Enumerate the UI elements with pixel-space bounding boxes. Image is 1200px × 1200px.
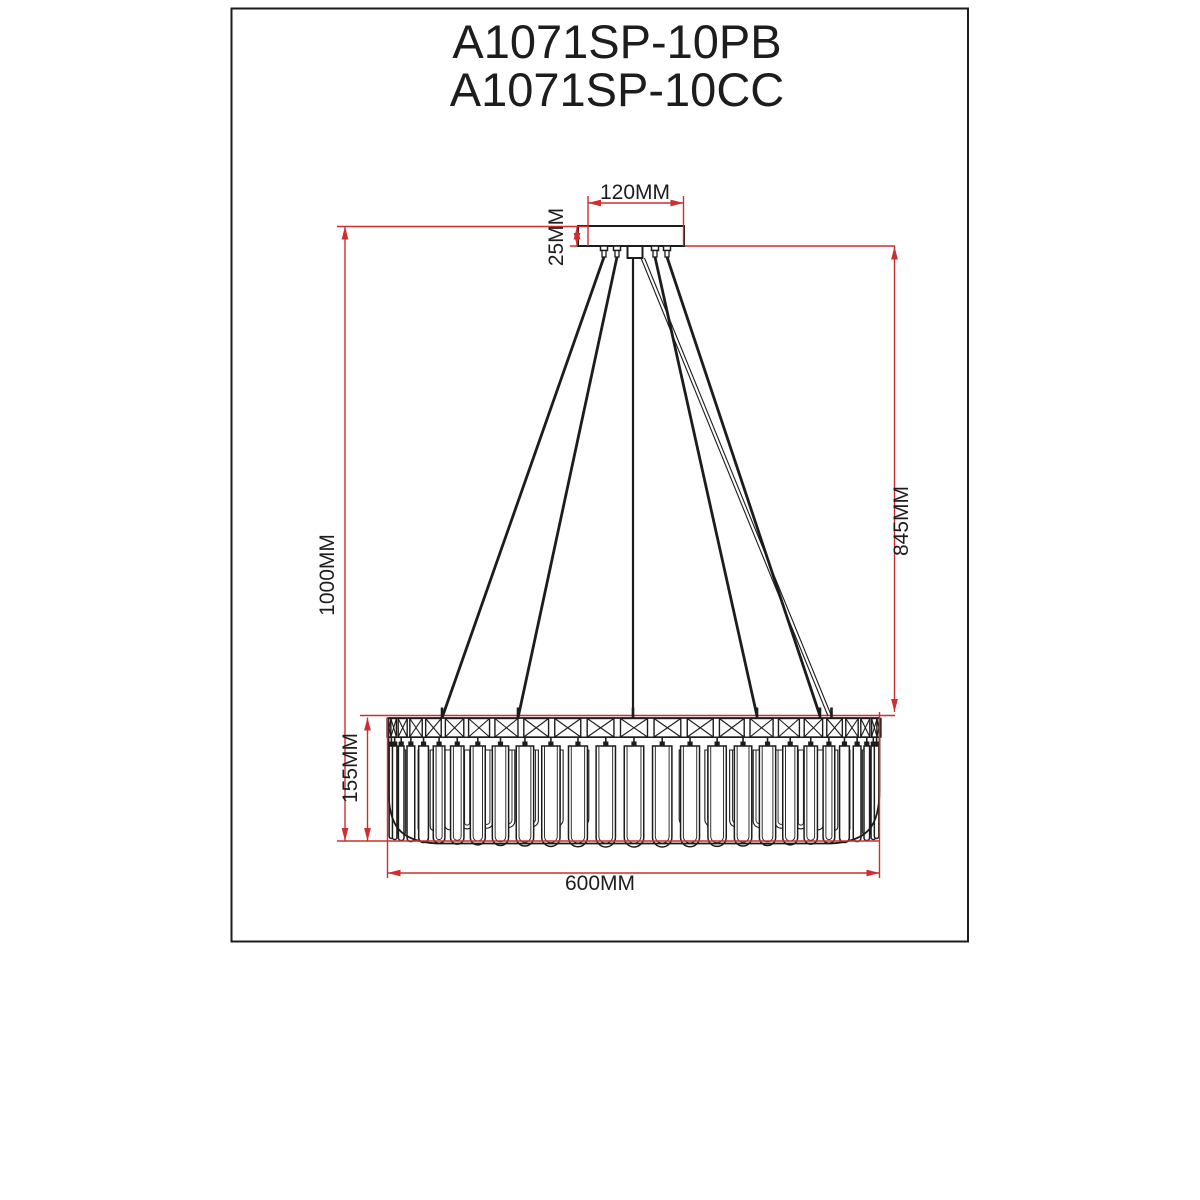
cable-connector-stem [653, 251, 657, 258]
crystal-tube [451, 746, 464, 844]
crystal-tube [823, 746, 835, 843]
crystal-tube [783, 746, 798, 845]
crystal-tube [840, 746, 850, 843]
hook-bead [603, 742, 608, 746]
dim-suspension-length-label: 845MM [890, 485, 913, 557]
hook-bead [788, 742, 793, 746]
hook-bead [864, 742, 869, 746]
hook-bead [765, 742, 770, 746]
hook-bead [740, 742, 745, 746]
hook-bead [874, 742, 879, 746]
crystal-tube [470, 746, 485, 845]
cable-connector [601, 246, 608, 251]
hook-bead [660, 742, 665, 746]
suspension-cable [667, 257, 820, 716]
crystal-tube [419, 746, 429, 843]
cable-post [756, 708, 759, 719]
crystal-tube [804, 746, 817, 844]
hook-bead [522, 742, 527, 746]
hook-bead [715, 742, 720, 746]
dim-canopy-height-label: 25MM [545, 207, 568, 267]
hook-bead [842, 742, 847, 746]
cable-post [441, 708, 444, 719]
hook-bead [808, 742, 813, 746]
crystal-tube [864, 746, 870, 841]
hook-bead [421, 742, 426, 746]
cable-post [830, 708, 833, 719]
hook-bead [498, 742, 503, 746]
canopy [578, 226, 684, 246]
crystal-tube [853, 746, 861, 842]
center-hub [628, 246, 643, 258]
suspension-cable [655, 257, 757, 716]
hook-bead [631, 742, 636, 746]
hook-bead [575, 742, 580, 746]
dimension-arrow [342, 227, 349, 240]
dim-body-height-label: 155MM [339, 732, 362, 804]
dim-overall-height-label: 1000MM [316, 534, 339, 616]
dimension-arrow [671, 200, 684, 207]
crystal-tube [398, 746, 404, 841]
cable-connector [614, 246, 621, 251]
hook-bead [548, 742, 553, 746]
suspension-cable [645, 258, 832, 716]
hook-bead [687, 742, 692, 746]
hook-bead [392, 742, 397, 746]
dimension-arrow [867, 870, 880, 877]
cable-connector [652, 246, 659, 251]
dim-canopy-width-label: 120MM [599, 181, 671, 204]
dimension-arrow [388, 870, 401, 877]
hook-bead [855, 742, 860, 746]
cable-post [517, 708, 520, 719]
cable-connector [664, 246, 671, 251]
dimension-arrow [364, 828, 371, 841]
title-line-2: A1071SP-10CC [449, 63, 785, 116]
suspension-cable [518, 257, 617, 718]
crystal-tube [433, 746, 445, 843]
suspension-cable [641, 258, 828, 716]
dimension-arrow [891, 247, 898, 260]
title-line-1: A1071SP-10PB [452, 15, 782, 68]
dimension-lines-under [360, 246, 895, 716]
crystal-tube [407, 746, 415, 842]
dimension-arrow [364, 718, 371, 731]
hook-bead [399, 742, 404, 746]
cable-post [632, 708, 635, 719]
cable-connector-stem [665, 251, 669, 258]
hook-bead [436, 742, 441, 746]
dim-body-diameter-label: 600MM [564, 872, 636, 895]
cable-connector-stem [602, 251, 606, 258]
dimension-arrow [891, 699, 898, 712]
cable-post [819, 708, 822, 719]
chandelier-figure [387, 226, 881, 847]
suspension-cable [442, 257, 604, 718]
dimension-arrow [342, 828, 349, 841]
cable-connector-stem [615, 251, 619, 258]
crystal-tube [874, 746, 879, 839]
hook-bead [408, 742, 413, 746]
hook-bead [826, 742, 831, 746]
hook-bead [475, 742, 480, 746]
hook-bead [455, 742, 460, 746]
